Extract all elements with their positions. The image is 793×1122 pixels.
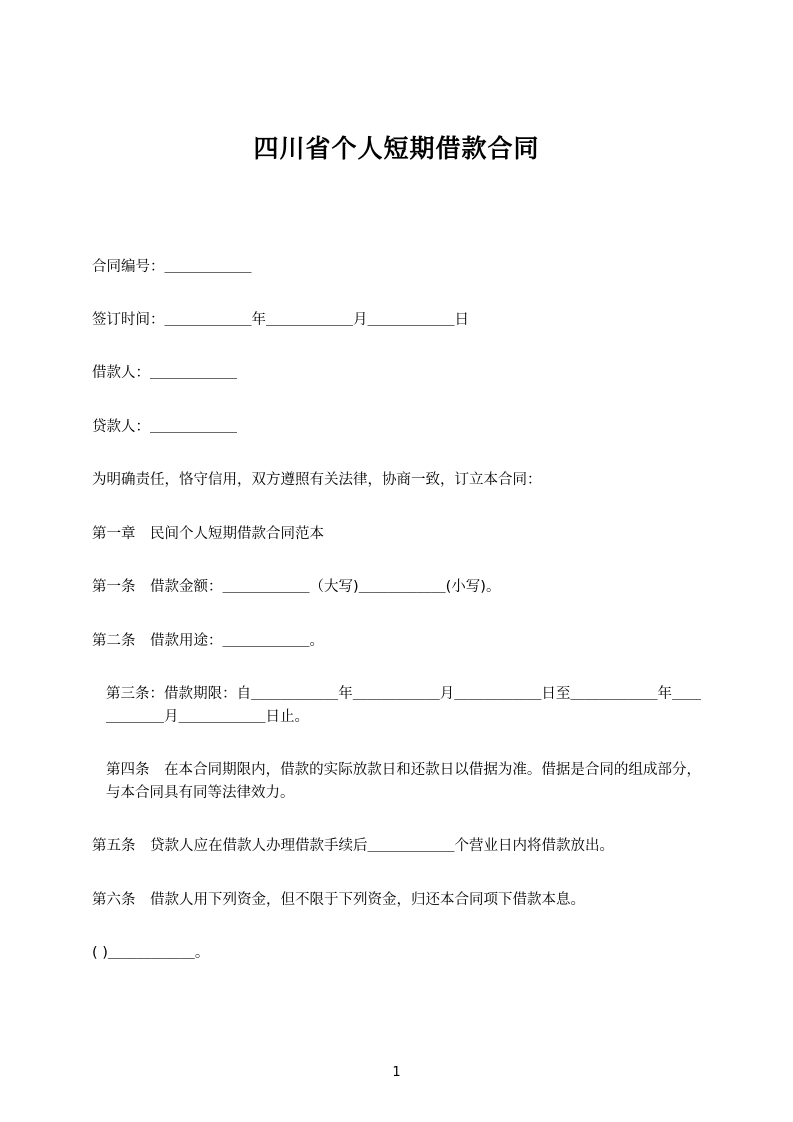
paragraph-chapter-1: 第一章 民间个人短期借款合同范本 [92, 525, 324, 542]
paragraph-lender: 贷款人：＿＿＿＿＿＿ [92, 418, 237, 435]
paragraph-sign-date: 签订时间：＿＿＿＿＿＿年＿＿＿＿＿＿月＿＿＿＿＿＿日 [92, 311, 469, 328]
paragraph-article-5: 第五条 贷款人应在借款人办理借款手续后＿＿＿＿＿＿个营业日内将借款放出。 [92, 838, 614, 855]
paragraph-article-2: 第二条 借款用途：＿＿＿＿＿＿。 [92, 632, 324, 649]
paragraph-contract-number: 合同编号：＿＿＿＿＿＿ [92, 258, 252, 275]
paragraph-article-3: 第三条：借款期限：自＿＿＿＿＿＿年＿＿＿＿＿＿月＿＿＿＿＿＿日至＿＿＿＿＿＿年＿＿＿＿＿＿月＿＿＿＿＿＿日止。 [106, 686, 701, 725]
paragraph-item-1: ( )＿＿＿＿＿＿。 [92, 945, 210, 962]
paragraph-preamble: 为明确责任，恪守信用，双方遵照有关法律，协商一致，订立本合同： [92, 472, 542, 489]
paragraph-article-4: 第四条 在本合同期限内，借款的实际放款日和还款日以借据为准。借据是合同的组成部分，与本合同具有同等法律效力。 [106, 762, 701, 801]
page-title: 四川省个人短期借款合同 [253, 134, 540, 163]
page-number: 1 [392, 1065, 401, 1080]
document-body [92, 256, 701, 965]
paragraph-article-1: 第一条 借款金额：＿＿＿＿＿＿（大写)＿＿＿＿＿＿(小写)。 [92, 579, 501, 596]
paragraph-article-6: 第六条 借款人用下列资金，但不限于下列资金，归还本合同项下借款本息。 [92, 891, 585, 908]
paragraph-borrower: 借款人：＿＿＿＿＿＿ [92, 365, 237, 382]
